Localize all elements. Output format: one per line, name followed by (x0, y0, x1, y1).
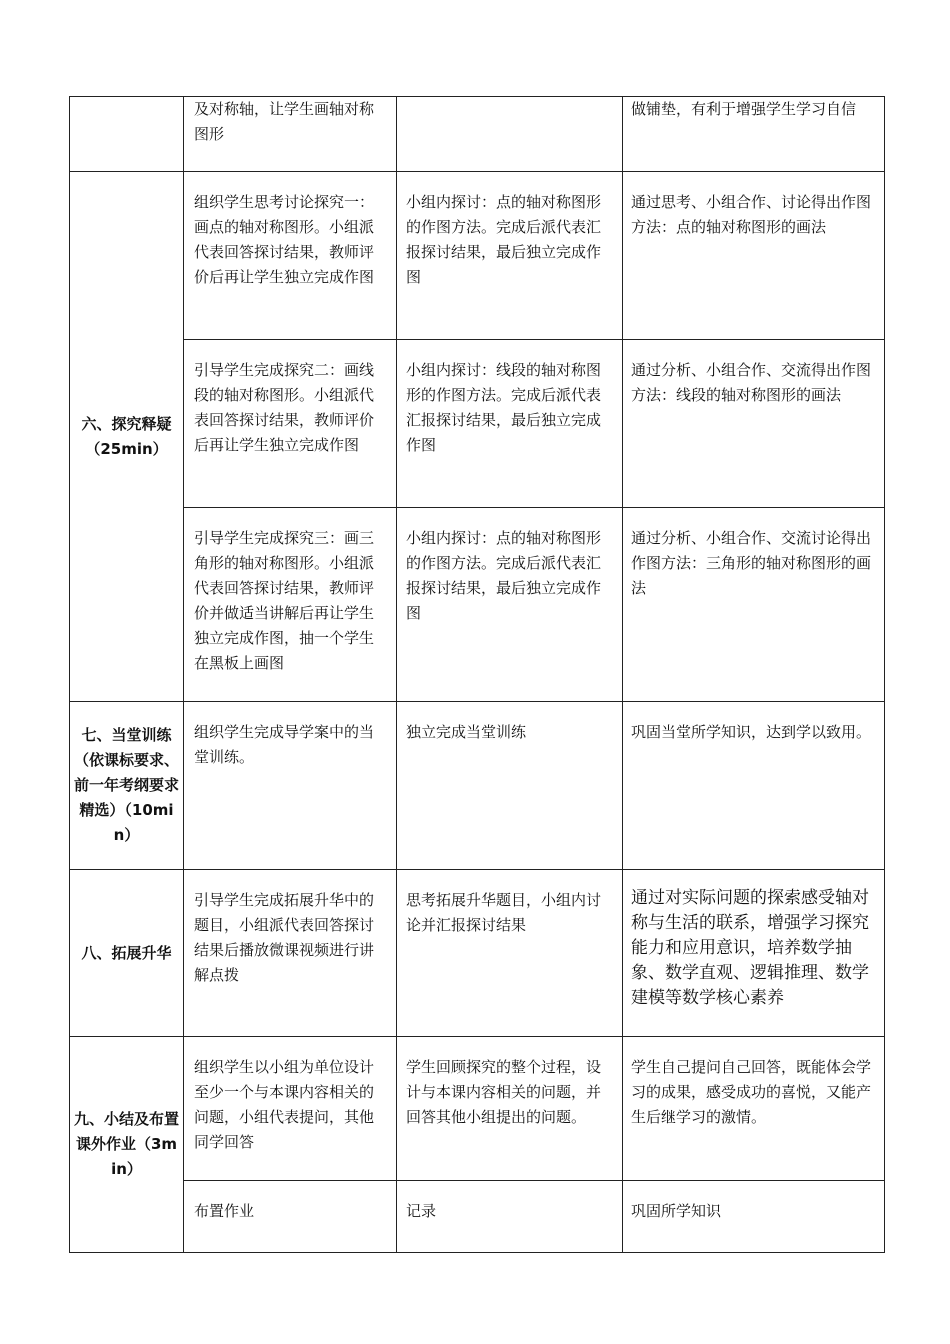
teacher-activity-text: 引导学生完成拓展升华中的题目，小组派代表回答探讨结果后播放微课视频进行讲解点拨 (194, 891, 375, 984)
teacher-activity-text: 引导学生完成探究二：画线段的轴对称图形。小组派代表回答探讨结果，教师评价后再让学生独立完成作图 (194, 361, 375, 454)
stage-label: 九、小结及布置课外作业（3min） (74, 1110, 180, 1178)
stage-cell (70, 1037, 184, 1253)
table-row (70, 870, 885, 1037)
student-activity-cell (397, 870, 623, 1037)
table-row (70, 702, 885, 870)
lesson-plan-table (69, 96, 885, 1253)
design-intent-text: 通过思考、小组合作、讨论得出作图方法：点的轴对称图形的画法 (631, 193, 872, 236)
design-intent-cell (623, 702, 885, 870)
design-intent-text: 通过分析、小组合作、交流得出作图方法：线段的轴对称图形的画法 (631, 361, 872, 404)
table-row (70, 508, 885, 702)
stage-cell (70, 97, 184, 172)
stage-label: 六、探究释疑（25min） (81, 414, 172, 458)
table-row (70, 97, 885, 172)
design-intent-cell (623, 97, 885, 172)
teacher-activity-cell (184, 870, 397, 1037)
table-row (70, 172, 885, 340)
teacher-activity-text: 及对称轴，让学生画轴对称图形 (194, 100, 375, 143)
stage-cell (70, 702, 184, 870)
design-intent-text: 学生自己提问自己回答，既能体会学习的成果，感受成功的喜悦，又能产生后继学习的激情。 (631, 1058, 872, 1126)
design-intent-cell (623, 508, 885, 702)
student-activity-text: 小组内探讨：点的轴对称图形的作图方法。完成后派代表汇报探讨结果，最后独立完成作图 (406, 193, 602, 286)
design-intent-text: 做铺垫，有利于增强学生学习自信 (631, 100, 857, 118)
teacher-activity-cell (184, 1181, 397, 1253)
student-activity-cell (397, 1181, 623, 1253)
student-activity-cell (397, 1037, 623, 1181)
design-intent-cell (623, 870, 885, 1037)
student-activity-cell (397, 340, 623, 508)
student-activity-cell (397, 702, 623, 870)
teacher-activity-text: 引导学生完成探究三：画三角形的轴对称图形。小组派代表回答探讨结果，教师评价并做适当讲解后再让学生独立完成作图，抽一个学生在黑板上画图 (194, 529, 375, 672)
design-intent-text: 巩固所学知识 (631, 1202, 722, 1220)
student-activity-cell (397, 508, 623, 702)
student-activity-text: 独立完成当堂训练 (406, 723, 527, 741)
teacher-activity-text: 组织学生以小组为单位设计至少一个与本课内容相关的问题，小组代表提问，其他同学回答 (194, 1058, 375, 1151)
design-intent-cell (623, 1037, 885, 1181)
stage-label: 八、拓展升华 (81, 943, 172, 962)
table-row (70, 340, 885, 508)
student-activity-text: 记录 (406, 1202, 437, 1220)
stage-cell (70, 172, 184, 702)
student-activity-text: 小组内探讨：线段的轴对称图形的作图方法。完成后派代表汇报探讨结果，最后独立完成作图 (406, 361, 602, 454)
student-activity-cell (397, 97, 623, 172)
teacher-activity-text: 布置作业 (194, 1202, 255, 1220)
design-intent-text: 通过分析、小组合作、交流讨论得出作图方法：三角形的轴对称图形的画法 (631, 529, 872, 597)
student-activity-text: 思考拓展升华题目，小组内讨论并汇报探讨结果 (406, 891, 602, 934)
teacher-activity-cell (184, 702, 397, 870)
teacher-activity-text: 组织学生思考讨论探究一：画点的轴对称图形。小组派代表回答探讨结果，教师评价后再让学生独立完成作图 (194, 193, 375, 286)
student-activity-text: 小组内探讨：点的轴对称图形的作图方法。完成后派代表汇报探讨结果，最后独立完成作图 (406, 529, 602, 622)
teacher-activity-cell (184, 508, 397, 702)
teacher-activity-cell (184, 1037, 397, 1181)
stage-cell (70, 870, 184, 1037)
table-row (70, 1037, 885, 1181)
teacher-activity-cell (184, 172, 397, 340)
design-intent-text: 巩固当堂所学知识，达到学以致用。 (631, 723, 872, 741)
design-intent-cell (623, 172, 885, 340)
student-activity-text: 学生回顾探究的整个过程，设计与本课内容相关的问题，并回答其他小组提出的问题。 (406, 1058, 602, 1126)
teacher-activity-cell (184, 97, 397, 172)
design-intent-cell (623, 1181, 885, 1253)
stage-label: 七、当堂训练（依课标要求、前一年考纲要求精选）（10min） (74, 726, 180, 844)
table-row (70, 1181, 885, 1253)
teacher-activity-cell (184, 340, 397, 508)
student-activity-cell (397, 172, 623, 340)
design-intent-text: 通过对实际问题的探索感受轴对称与生活的联系，增强学习探究能力和应用意识，培养数学抽象、数学直观、逻辑推理、数学建模等数学核心素养 (631, 888, 869, 1008)
teacher-activity-text: 组织学生完成导学案中的当堂训练。 (194, 723, 375, 766)
design-intent-cell (623, 340, 885, 508)
